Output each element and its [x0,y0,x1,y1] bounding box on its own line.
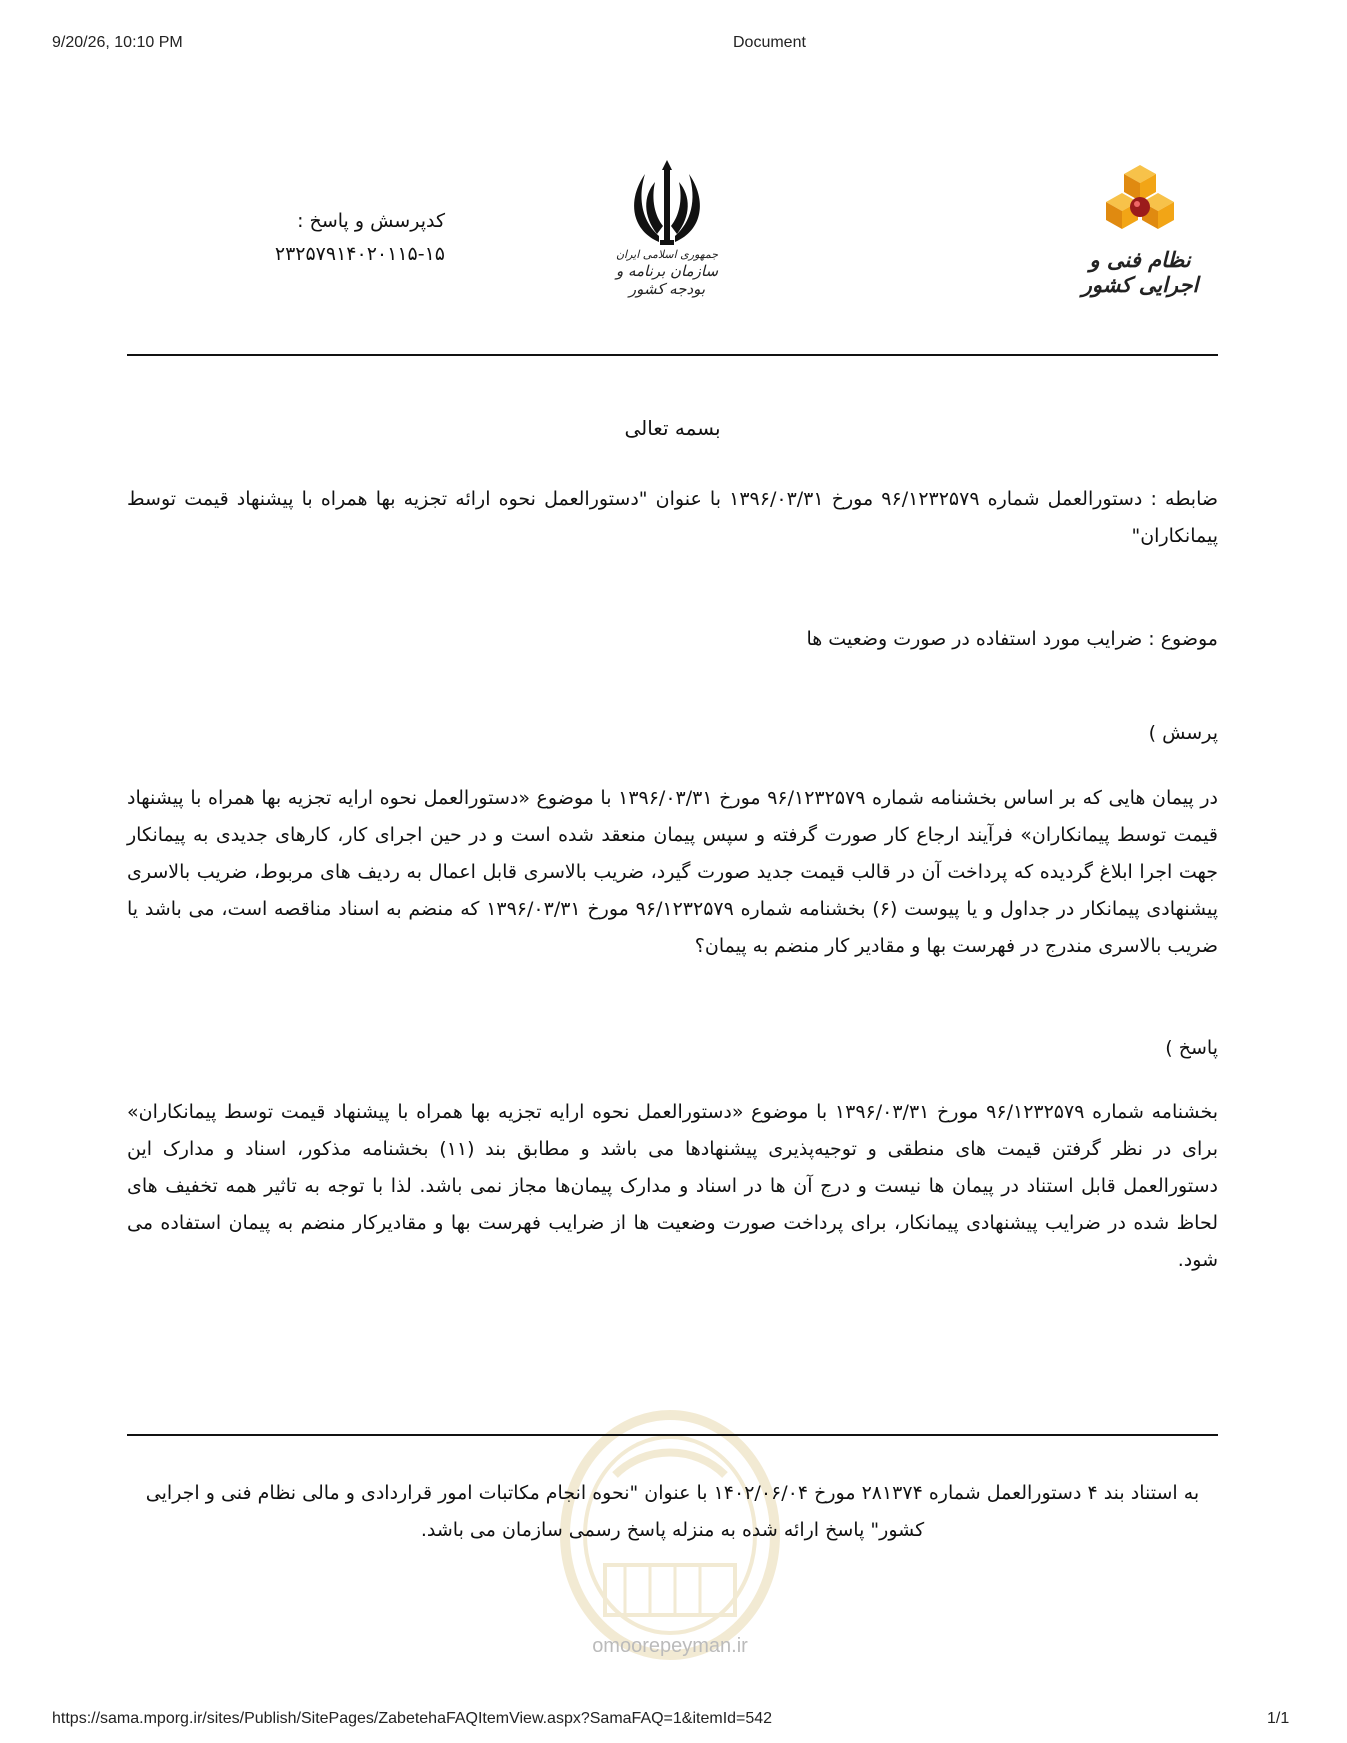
print-url: https://sama.mporg.ir/sites/Publish/SitePages/ZabetehaFAQItemView.aspx?SamaFAQ=1&itemId=542 [52,1710,773,1727]
emblem-caption-1: جمهوری اسلامی ایران [615,248,719,261]
header-divider [127,354,1218,356]
national-emblem [606,160,728,310]
subject-line: موضوع : ضرایب مورد استفاده در صورت وضعیت ها [806,628,1218,650]
print-page-number: 1/1 [1267,1710,1290,1727]
answer-heading: پاسخ ) [1165,1037,1218,1059]
footer-divider [127,1434,1218,1436]
code-label: کدپرسش و پاسخ : [297,210,445,232]
brand-name: نظام فنی و اجرایی کشور [1081,247,1199,297]
cube-pyramid-logo-icon [1094,165,1186,241]
question-heading: پرسش ) [1148,722,1218,744]
emblem-caption-2: سازمان برنامه و بودجه کشور [615,262,719,298]
brand-logo [1070,165,1210,305]
code-value: ۲۳۲۵۷۹۱۴۰۲۰۱۱۵-۱۵ [274,243,445,265]
zabeteh-reference: ضابطه : دستورالعمل شماره ۹۶/۱۲۳۲۵۷۹ مورخ ۱۳۹۶/۰۳/۳۱ با عنوان "دستورالعمل نحوه ارائه تجزیه بها همراه با پیشنهاد قیمت توسط پیمانکاران" [127,488,1218,547]
answer-text: بخشنامه شماره ۹۶/۱۲۳۲۵۷۹ مورخ ۱۳۹۶/۰۳/۳۱ با موضوع «دستورالعمل نحوه ارایه تجزیه بها همراه با پیشنهاد قیمت توسط پیمانکاران» برای در نظر گرفتن قیمت های منطقی و توجیه‌پذیری پیشنهادها می باشد و مطابق بند (۱۱) بخشنامه مذکور، اسناد و مدارک این دستورالعمل قابل استناد در پیمان ها نیست و درج آن ها در اسناد و مدارک پیمان‌ها مجاز نمی باشد. لذا با توجه به تاثیر همه تخفیف های لحاظ شده در ضرایب پیشنهادی پیمانکار، برای پرداخت صورت وضعیت ها از ضرایب فهرست بها و مقادیرکار منضم به پیمان استفاده می شود. [127,1101,1219,1271]
watermark-site: omoorepeyman.ir [592,1635,748,1657]
print-title: Document [733,34,806,51]
iran-emblem-icon [621,160,713,248]
print-datetime: 9/20/26, 10:10 PM [52,34,183,51]
code-block [225,205,445,271]
footer-note: به استناد بند ۴ دستورالعمل شماره ۲۸۱۳۷۴ مورخ ۱۴۰۲/۰۶/۰۴ با عنوان "نحوه انجام مکاتبات امور قراردادی و مالی نظام فنی و اجرایی کشور" پاسخ ارائه شده به منزله پاسخ رسمی سازمان می باشد. [145,1482,1200,1541]
question-text: در پیمان هایی که بر اساس بخشنامه شماره ۹۶/۱۲۳۲۵۷۹ مورخ ۱۳۹۶/۰۳/۳۱ با موضوع «دستورالعمل نحوه ارایه تجزیه بها همراه با پیشنهاد قیمت توسط پیمانکاران» فرآیند ارجاع کار صورت گرفته و سپس پیمان منعقد شده است و در حین اجرای کار، کارهای جدیدی به پیمانکار جهت اجرا ابلاغ گردیده که پرداخت آن در قالب قیمت جدید صورت گیرد، ضریب بالاسری قابل اعمال به ردیف های مربوط، ضریب بالاسری پیشنهادی پیمانکار در جداول و یا پیوست (۶) بخشنامه شماره ۹۶/۱۲۳۲۵۷۹ مورخ ۱۳۹۶/۰۳/۳۱ که منضم به اسناد مناقصه است، می باشد یا ضریب بالاسری مندرج در فهرست بها و مقادیر کار منضم به پیمان؟ [127,787,1219,957]
basmala: بسمه تعالی [624,416,721,440]
